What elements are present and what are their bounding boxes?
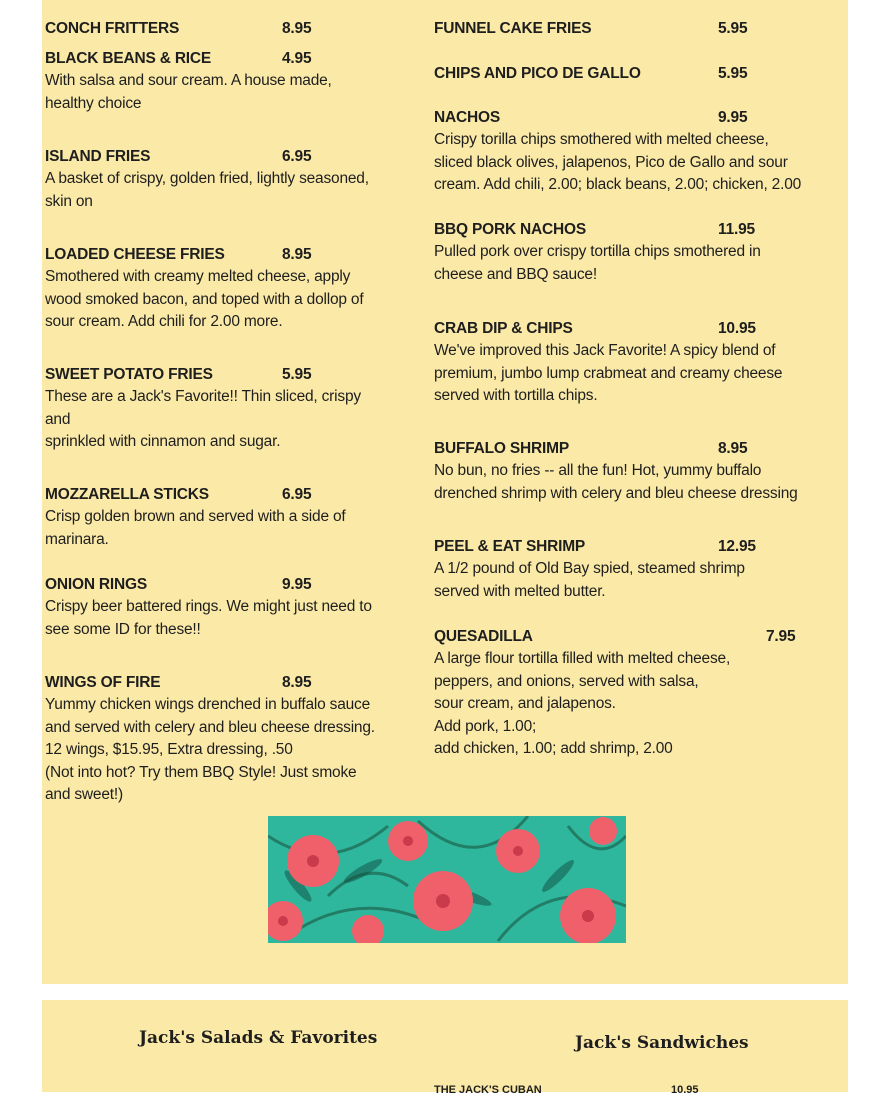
menu-item-name: CHIPS AND PICO DE GALLO xyxy=(434,65,641,82)
menu-item-header xyxy=(434,626,848,648)
menu-item-price: 6.95 xyxy=(282,148,312,165)
menu-item xyxy=(434,536,848,603)
menu-item-price: 10.95 xyxy=(718,320,756,337)
menu-item xyxy=(45,244,425,334)
menu-page-salads-sandwiches xyxy=(42,1000,848,1096)
menu-item-header xyxy=(434,107,848,129)
menu-item-header xyxy=(45,484,425,506)
menu-item-name: BUFFALO SHRIMP xyxy=(434,440,569,457)
menu-item-name: QUESADILLA xyxy=(434,628,533,645)
menu-item-name: ONION RINGS xyxy=(45,576,148,593)
menu-item xyxy=(45,48,425,115)
menu-item-header xyxy=(45,574,425,596)
menu-item-price: 9.95 xyxy=(718,109,748,126)
menu-item-price: 10.95 xyxy=(671,1084,699,1096)
menu-item xyxy=(434,438,848,505)
menu-item-price: 9.95 xyxy=(282,576,312,593)
menu-item-description: Crisp golden brown and served with a side of marinara. xyxy=(45,508,346,548)
menu-item xyxy=(434,219,848,286)
menu-item-description: These are a Jack's Favorite!! Thin sliced, crispy and sprinkled with cinnamon and sugar. xyxy=(45,388,361,450)
menu-item xyxy=(434,18,848,40)
menu-item-price: 8.95 xyxy=(282,246,312,263)
hibiscus-banner-image xyxy=(268,816,626,943)
menu-item-header xyxy=(45,48,425,70)
menu-item-header xyxy=(434,63,848,85)
menu-item-description: With salsa and sour cream. A house made, healthy choice xyxy=(45,72,332,112)
menu-item xyxy=(45,484,425,551)
menu-item-description: A 1/2 pound of Old Bay spied, steamed shrimp served with melted butter. xyxy=(434,560,745,600)
menu-item xyxy=(45,574,425,641)
menu-item-price: 8.95 xyxy=(282,20,312,37)
menu-item-price: 6.95 xyxy=(282,486,312,503)
menu-item xyxy=(45,672,425,807)
menu-item-description: We've improved this Jack Favorite! A spicy blend of premium, jumbo lump crabmeat and creamy cheese served with tortilla chips. xyxy=(434,342,783,404)
menu-item xyxy=(434,107,848,197)
menu-item-name: LOADED CHEESE FRIES xyxy=(45,246,225,263)
menu-item-price: 11.95 xyxy=(718,221,755,238)
menu-item-header xyxy=(434,536,848,558)
menu-item-price: 5.95 xyxy=(718,20,748,37)
menu-item-name: FUNNEL CAKE FRIES xyxy=(434,20,592,37)
menu-item-description: A basket of crispy, golden fried, lightly seasoned, skin on xyxy=(45,170,369,210)
menu-item-name: PEEL & EAT SHRIMP xyxy=(434,538,586,555)
menu-item-name: SWEET POTATO FRIES xyxy=(45,366,213,383)
menu-item-header xyxy=(45,244,425,266)
menu-item-name: CRAB DIP & CHIPS xyxy=(434,320,573,337)
menu-item-price: 8.95 xyxy=(718,440,748,457)
menu-item-description: No bun, no fries -- all the fun! Hot, yummy buffalo drenched shrimp with celery and bleu cheese dressing xyxy=(434,462,798,502)
menu-item xyxy=(45,146,425,213)
menu-item-header xyxy=(45,672,425,694)
menu-item-header xyxy=(434,18,848,40)
menu-item-description: Crispy beer battered rings. We might just need to see some ID for these!! xyxy=(45,598,372,638)
menu-item-description: A large flour tortilla filled with melted cheese, peppers, and onions, served with salsa, sour cream, and jalapenos. Add pork, 1.00; add chicken, 1.00; add shrimp, 2.00 xyxy=(434,650,731,757)
menu-item xyxy=(45,364,425,454)
menu-item-name: WINGS OF FIRE xyxy=(45,674,161,691)
menu-item-price: 7.95 xyxy=(766,628,796,645)
menu-item xyxy=(45,18,425,40)
menu-item-header xyxy=(45,146,425,168)
menu-item-price: 4.95 xyxy=(282,50,312,67)
menu-item-name: BLACK BEANS & RICE xyxy=(45,50,212,67)
menu-item-name: THE JACK'S CUBAN xyxy=(434,1084,542,1096)
menu-page-appetizers xyxy=(42,0,848,984)
menu-item-header xyxy=(434,219,848,241)
menu-item-name: MOZZARELLA STICKS xyxy=(45,486,209,503)
menu-item-description: Pulled pork over crispy tortilla chips smothered in cheese and BBQ sauce! xyxy=(434,243,761,283)
section-title-salads: Jack's Salads & Favorites xyxy=(139,1028,378,1048)
menu-item-price: 8.95 xyxy=(282,674,312,691)
menu-item-description: Smothered with creamy melted cheese, apply wood smoked bacon, and toped with a dollop of sour cream. Add chili for 2.00 more. xyxy=(45,268,364,330)
menu-item-header xyxy=(45,364,425,386)
menu-item-name: NACHOS xyxy=(434,109,500,126)
menu-item-header xyxy=(434,438,848,460)
menu-item xyxy=(434,626,848,761)
menu-item-description: Crispy torilla chips smothered with melted cheese, sliced black olives, jalapenos, Pico de Gallo and sour cream. Add chili, 2.00; black beans, 2.00; chicken, 2.00 xyxy=(434,131,802,193)
hibiscus-pattern-icon xyxy=(268,816,626,943)
menu-item xyxy=(434,63,848,85)
menu-item-name: BBQ PORK NACHOS xyxy=(434,221,587,238)
menu-item-name: ISLAND FRIES xyxy=(45,148,151,165)
menu-item-header xyxy=(45,18,425,40)
menu-item-price: 5.95 xyxy=(282,366,312,383)
menu-item-description: Yummy chicken wings drenched in buffalo sauce and served with celery and bleu cheese dressing. 12 wings, $15.95, Extra dressing, .50 (Not into hot? Try them BBQ Style! Just smoke and sweet!) xyxy=(45,696,375,803)
menu-item-price: 5.95 xyxy=(718,65,748,82)
menu-item-price: 12.95 xyxy=(718,538,756,555)
menu-item xyxy=(434,318,848,408)
menu-item-header xyxy=(434,318,848,340)
menu-item-name: CONCH FRITTERS xyxy=(45,20,180,37)
section-title-sandwiches: Jack's Sandwiches xyxy=(575,1033,749,1053)
